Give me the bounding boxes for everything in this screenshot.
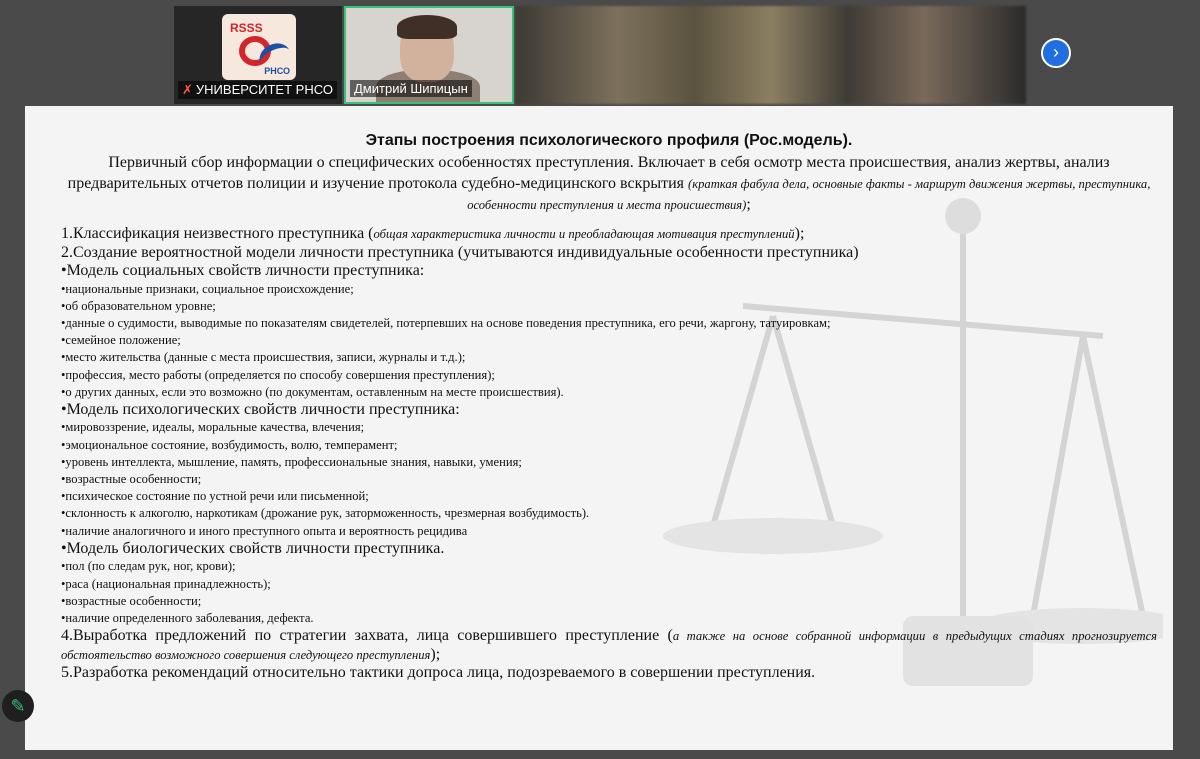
step-1-text: 1.Классификация неизвестного преступника ( bbox=[61, 225, 374, 242]
participant-name-label bbox=[350, 80, 472, 97]
participant-strip bbox=[174, 6, 1026, 104]
participant-name: УНИВЕРСИТЕТ РНСО bbox=[195, 82, 333, 97]
step-1-italic: общая характеристика личности и преобладающая мотивация преступлений bbox=[373, 227, 795, 241]
social-model-header: •Модель социальных свойств личности преступника: bbox=[61, 262, 425, 279]
intro-end-text: ; bbox=[746, 196, 751, 213]
list-item: •мировоззрение, идеалы, моральные качества, влечения; bbox=[61, 420, 365, 435]
slide-title: Этапы построения психологического профиля (Рос.модель). bbox=[365, 132, 853, 149]
mic-off-icon: ✗ bbox=[182, 82, 193, 97]
intro-main-text: Первичный сбор информации о специфических особенностях преступления. Включает в себя осмотр места происшествия, анализ жертвы, анализ предварительных отчетов полиции и изучение протокола судебно-медицинского вскрытия bbox=[67, 154, 1110, 192]
list-item: •профессия, место работы (определяется по способу совершения преступления); bbox=[61, 367, 495, 382]
list-item: •данные о судимости, выводимые по показателям свидетелей, потерпевших на основе поведения преступника, его речи, жаргону, татуировкам; bbox=[61, 315, 831, 330]
psych-model-header: •Модель психологических свойств личности преступника: bbox=[61, 400, 460, 418]
step-1-end: ); bbox=[794, 225, 805, 242]
step-1 bbox=[61, 225, 1157, 244]
list-item: •склонность к алкоголю, наркотикам (дрожание рук, заторможенность, чрезмерная возбудимость). bbox=[61, 506, 590, 521]
list-item: •наличие определенного заболевания, дефекта. bbox=[61, 610, 314, 625]
list-item: •место жительства (данные с места происшествия, записи, журналы и т.д.); bbox=[61, 350, 466, 365]
speaker-video-hair bbox=[397, 15, 457, 39]
participant-tiles-blurred[interactable] bbox=[516, 6, 1026, 104]
step-2: 2.Создание вероятностной модели личности преступника (учитываются индивидуальные особенности преступника) bbox=[61, 243, 859, 261]
slide-content bbox=[61, 128, 1157, 683]
participant-tile-speaker[interactable] bbox=[344, 6, 514, 104]
list-item: •возрастные особенности; bbox=[61, 593, 202, 608]
list-item: •семейное положение; bbox=[61, 333, 181, 348]
pencil-icon: ✎ bbox=[10, 696, 26, 716]
participant-name-label bbox=[178, 81, 337, 99]
slide-intro bbox=[61, 152, 1157, 215]
logo-top-text: RSSS bbox=[230, 21, 263, 35]
step-4-text: 4.Выработка предложений по стратегии захвата, лица совершившего преступление ( bbox=[61, 627, 673, 645]
participant-tile-university[interactable] bbox=[174, 6, 342, 104]
bio-model-header: •Модель биологических свойств личности преступника. bbox=[61, 539, 445, 557]
list-item: •пол (по следам рук, ног, крови); bbox=[61, 559, 236, 574]
list-item: •о других данных, если это возможно (по документам, оставленным на месте происшествия). bbox=[61, 384, 564, 399]
list-item: •психическое состояние по устной речи или письменной; bbox=[61, 489, 369, 504]
logo-bottom-text: РНСО bbox=[264, 66, 290, 76]
chevron-right-icon: › bbox=[1053, 42, 1059, 62]
annotate-button[interactable] bbox=[2, 690, 34, 722]
step-4-italic: а также на основе собранной информации в предыдущих стадиях прогнозируется обстоятельство возможного совершения следующего преступления bbox=[61, 629, 1158, 662]
step-5: 5.Разработка рекомендаций относительно тактики допроса лица, подозреваемого в совершении преступления. bbox=[61, 664, 816, 682]
list-item: •об образовательном уровне; bbox=[61, 298, 216, 313]
university-logo bbox=[222, 14, 296, 80]
step-4-end: ); bbox=[430, 645, 441, 663]
list-item: •наличие аналогичного и иного преступного опыта и вероятность рецидива bbox=[61, 523, 468, 538]
list-item: •уровень интеллекта, мышление, память, профессиональные знания, навыки, умения; bbox=[61, 454, 522, 469]
list-item: •возрастные особенности; bbox=[61, 472, 202, 487]
participant-name: Дмитрий Шипицын bbox=[354, 81, 468, 96]
list-item: •эмоциональное состояние, возбудимость, волю, темперамент; bbox=[61, 437, 398, 452]
step-4 bbox=[61, 627, 1157, 664]
list-item: •раса (национальная принадлежность); bbox=[61, 576, 271, 591]
next-participants-button[interactable] bbox=[1041, 38, 1071, 68]
list-item: •национальные признаки, социальное происхождение; bbox=[61, 281, 354, 296]
intro-italic-text: (краткая фабула дела, основные факты - маршрут движения жертвы, преступника, особенности преступления и места происшествия) bbox=[467, 177, 1151, 212]
shared-slide bbox=[25, 106, 1173, 750]
